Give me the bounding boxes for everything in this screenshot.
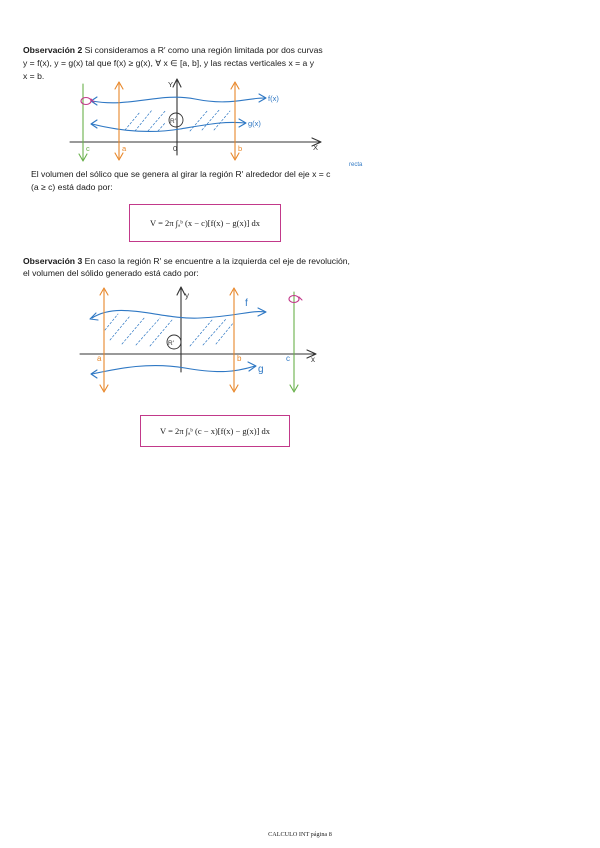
fig2-label-b: b	[237, 354, 242, 363]
obs2-line2: y = f(x), y = g(x) tal que f(x) ≥ g(x), ∀ x ∈ [a, b], y las rectas verticales x = a y	[23, 58, 315, 68]
fig1-label-b: b	[238, 144, 243, 153]
fig2-label-region: R′	[168, 340, 174, 347]
fig2-g-curve	[92, 366, 255, 374]
fig1-label-a: a	[122, 144, 127, 153]
fig1-label-region: R′	[170, 118, 176, 125]
obs3-title: Observación 3	[23, 256, 83, 266]
page-footer: CALCULO INT página 8	[268, 831, 332, 838]
fig1-label-f: f(x)	[268, 94, 279, 103]
recta-note: recta	[349, 162, 363, 168]
obs2-text-line1: El volumen del sólico que se genera al girar la región R′ alrededor del eje x = c	[31, 169, 331, 179]
obs3-line1: En caso la región R′ se encuentre a la izquierda cel eje de revolución,	[84, 256, 350, 266]
fig2-label-x: x	[311, 355, 315, 364]
obs2-formula: V = 2π ∫ₐᵇ (x − c)[f(x) − g(x)] dx	[149, 218, 261, 228]
fig2-label-c: c	[286, 354, 290, 363]
obs2-text-line2: (a ≥ c) está dado por:	[31, 182, 113, 192]
fig1-label-y: Y	[168, 80, 174, 89]
fig1-label-c: c	[86, 144, 90, 153]
obs2-title: Observación 2	[23, 45, 83, 55]
fig2-label-g: g	[258, 364, 264, 375]
obs2-line1: Si consideramos a R′ como una región limitada por dos curvas	[84, 45, 323, 55]
obs3-line2: el volumen del sólido generado está cado por:	[23, 268, 199, 278]
obs3-formula: V = 2π ∫ₐᵇ (c − x)[f(x) − g(x)] dx	[159, 426, 271, 436]
fig1-label-origin: 0	[173, 144, 178, 153]
obs3-formula-box	[140, 415, 290, 447]
fig2-label-a: a	[97, 354, 102, 363]
fig1-label-g: g(x)	[248, 119, 261, 128]
fig2-label-f: f	[245, 298, 248, 309]
fig2-label-y: y	[185, 291, 189, 300]
fig1-label-x: X	[313, 143, 319, 152]
obs2-line3: x = b.	[23, 71, 45, 81]
